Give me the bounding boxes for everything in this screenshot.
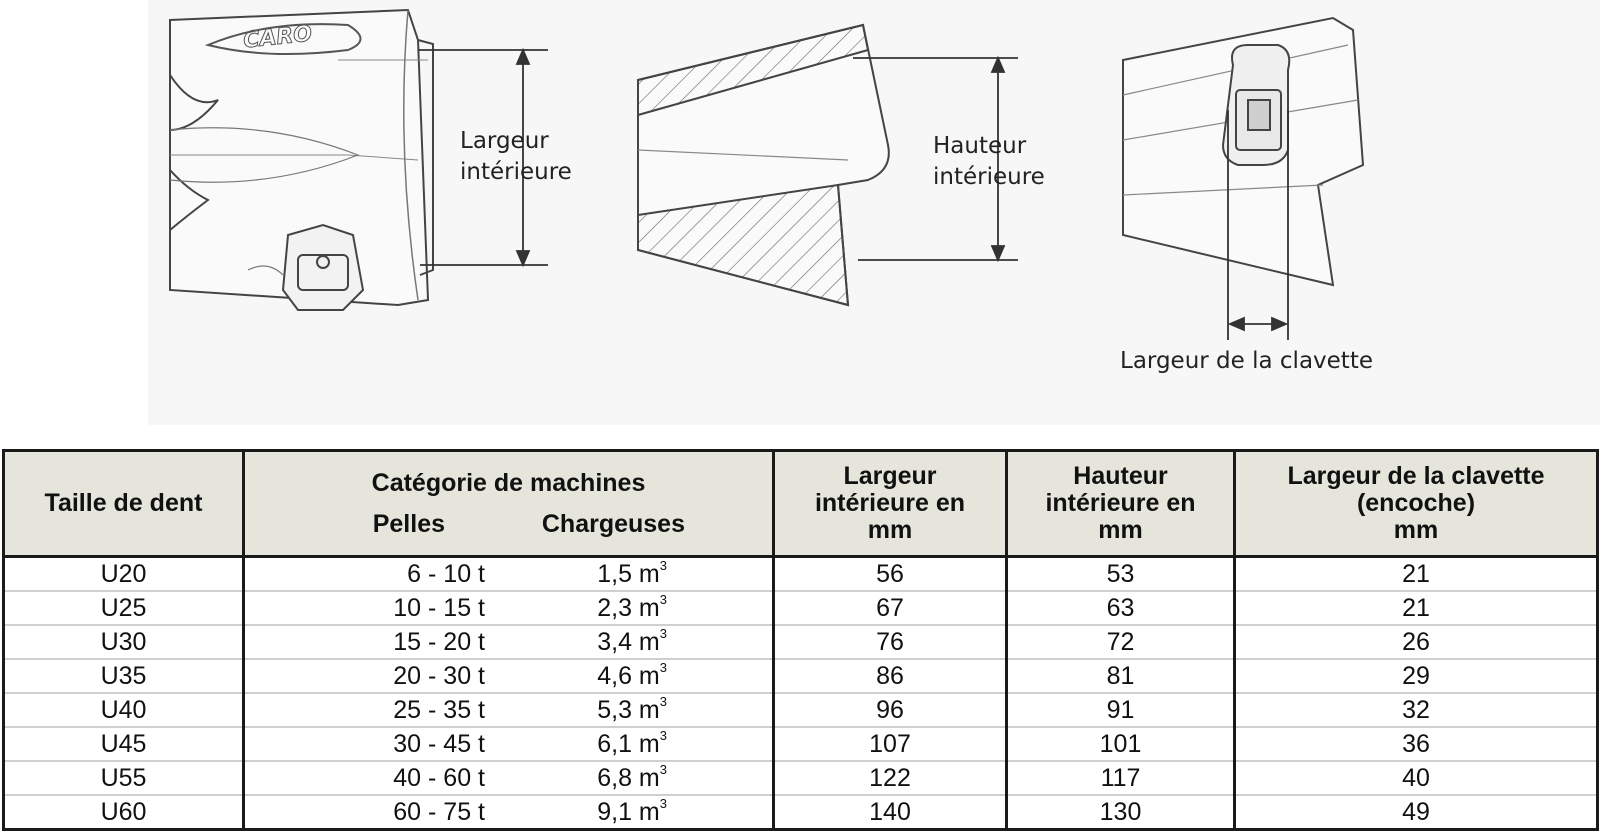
cell-inner-height: 53 bbox=[1007, 557, 1235, 592]
cell-key-width: 21 bbox=[1235, 557, 1598, 592]
cell-inner-width: 107 bbox=[774, 727, 1007, 761]
cell-key-width: 26 bbox=[1235, 625, 1598, 659]
header-excavators: Pelles bbox=[372, 509, 445, 538]
cell-inner-height: 130 bbox=[1007, 795, 1235, 830]
tooth-side-view-drawing bbox=[1123, 18, 1363, 285]
table-row bbox=[4, 727, 1598, 761]
cell-tooth-size: U40 bbox=[4, 693, 244, 727]
table-body bbox=[4, 557, 1598, 830]
cell-inner-width: 96 bbox=[774, 693, 1007, 727]
cell-inner-width: 122 bbox=[774, 761, 1007, 795]
technical-drawings bbox=[148, 0, 1600, 425]
header-inner-width: Largeur intérieure en mm bbox=[774, 451, 1007, 557]
cell-excavator-weight: 10 - 15 t bbox=[393, 594, 485, 622]
cubic-exponent: 3 bbox=[659, 762, 667, 777]
tooth-top-view-drawing bbox=[170, 10, 433, 310]
cubic-exponent: 3 bbox=[659, 660, 667, 675]
cell-tooth-size: U35 bbox=[4, 659, 244, 693]
tooth-size-table bbox=[2, 449, 1599, 831]
cell-machine-category bbox=[244, 557, 774, 592]
table-row bbox=[4, 761, 1598, 795]
cell-tooth-size: U45 bbox=[4, 727, 244, 761]
table-row bbox=[4, 659, 1598, 693]
cell-inner-height: 91 bbox=[1007, 693, 1235, 727]
cell-loader-volume: 3,4 $m^3$ bbox=[597, 626, 667, 656]
cell-tooth-size: U60 bbox=[4, 795, 244, 830]
cell-key-width: 36 bbox=[1235, 727, 1598, 761]
table-header-row bbox=[4, 451, 1598, 557]
cell-tooth-size: U55 bbox=[4, 761, 244, 795]
cell-excavator-weight: 20 - 30 t bbox=[393, 662, 485, 690]
cell-loader-volume: 1,5 $m^3$ bbox=[597, 558, 667, 588]
cell-machine-category bbox=[244, 795, 774, 830]
cell-machine-category bbox=[244, 727, 774, 761]
cubic-exponent: 3 bbox=[659, 728, 667, 743]
cell-key-width: 29 bbox=[1235, 659, 1598, 693]
table-row bbox=[4, 693, 1598, 727]
table-row bbox=[4, 591, 1598, 625]
cubic-exponent: 3 bbox=[659, 796, 667, 811]
cell-machine-category bbox=[244, 625, 774, 659]
cell-key-width: 49 bbox=[1402, 798, 1430, 826]
cell-machine-category bbox=[244, 693, 774, 727]
cubic-exponent: 3 bbox=[659, 558, 667, 573]
cell-excavator-weight: 30 - 45 t bbox=[393, 730, 485, 758]
cell-inner-width: 67 bbox=[774, 591, 1007, 625]
cell-loader-volume: 5,3 $m^3$ bbox=[597, 694, 667, 724]
cell-key-width: 40 bbox=[1235, 761, 1598, 795]
table-row bbox=[4, 557, 1598, 592]
brand-logo: CARO bbox=[242, 21, 314, 54]
cell-excavator-weight: 6 - 10 t bbox=[407, 560, 485, 588]
cell-tooth-size: U25 bbox=[4, 591, 244, 625]
cell-loader-volume: 4,6 $m^3$ bbox=[597, 660, 667, 690]
cell-inner-width: 76 bbox=[774, 625, 1007, 659]
header-loaders: Chargeuses bbox=[541, 509, 685, 538]
cell-loader-volume: 2,3 $m^3$ bbox=[597, 592, 667, 622]
header-inner-height: Hauteur intérieure en mm bbox=[1007, 451, 1235, 557]
cell-machine-category bbox=[244, 591, 774, 625]
cell-excavator-weight: 15 - 20 t bbox=[393, 628, 485, 656]
cell-key-width: 21 bbox=[1235, 591, 1598, 625]
cell-loader-volume: 6,1 $m^3$ bbox=[597, 728, 667, 758]
cubic-exponent: 3 bbox=[659, 694, 667, 709]
header-key-width: Largeur de la clavette (encoche) mm bbox=[1235, 451, 1598, 557]
tooth-drawings bbox=[148, 0, 1600, 425]
cell-loader-volume: 6,8 $m^3$ bbox=[597, 762, 667, 792]
cubic-exponent: 3 bbox=[659, 626, 667, 641]
tooth-section-drawing bbox=[638, 25, 889, 305]
table-row bbox=[4, 625, 1598, 659]
cell-inner-height: 63 bbox=[1007, 591, 1235, 625]
header-machine-category: Catégorie de machines Pelles Chargeuses bbox=[244, 451, 774, 557]
cell-machine-category bbox=[244, 659, 774, 693]
cell-inner-height: 81 bbox=[1007, 659, 1235, 693]
cell-tooth-size: U20 bbox=[4, 557, 244, 592]
cell-machine-category bbox=[244, 761, 774, 795]
inner-height-label: Hauteur intérieure bbox=[933, 133, 1045, 190]
cell-inner-width: 56 bbox=[774, 557, 1007, 592]
cell-inner-height: 117 bbox=[1007, 761, 1235, 795]
cell-inner-height: 101 bbox=[1007, 727, 1235, 761]
cell-excavator-weight: 60 - 75 t bbox=[393, 798, 485, 826]
key-width-label: Largeur de la clavette bbox=[1120, 348, 1373, 374]
table-row bbox=[4, 795, 1598, 830]
cell-key-width: 32 bbox=[1235, 693, 1598, 727]
cell-inner-width: 140 bbox=[774, 795, 1007, 830]
cell-inner-height: 72 bbox=[1007, 625, 1235, 659]
cell-loader-volume: 9,1 $m^3$ bbox=[597, 796, 667, 826]
cell-inner-width: 86 bbox=[774, 659, 1007, 693]
cubic-exponent: 3 bbox=[659, 592, 667, 607]
header-tooth-size: Taille de dent bbox=[4, 451, 244, 557]
cell-excavator-weight: 40 - 60 t bbox=[393, 764, 485, 792]
inner-width-label: Largeur intérieure bbox=[460, 128, 572, 185]
cell-tooth-size: U30 bbox=[4, 625, 244, 659]
cell-excavator-weight: 25 - 35 t bbox=[393, 696, 485, 724]
